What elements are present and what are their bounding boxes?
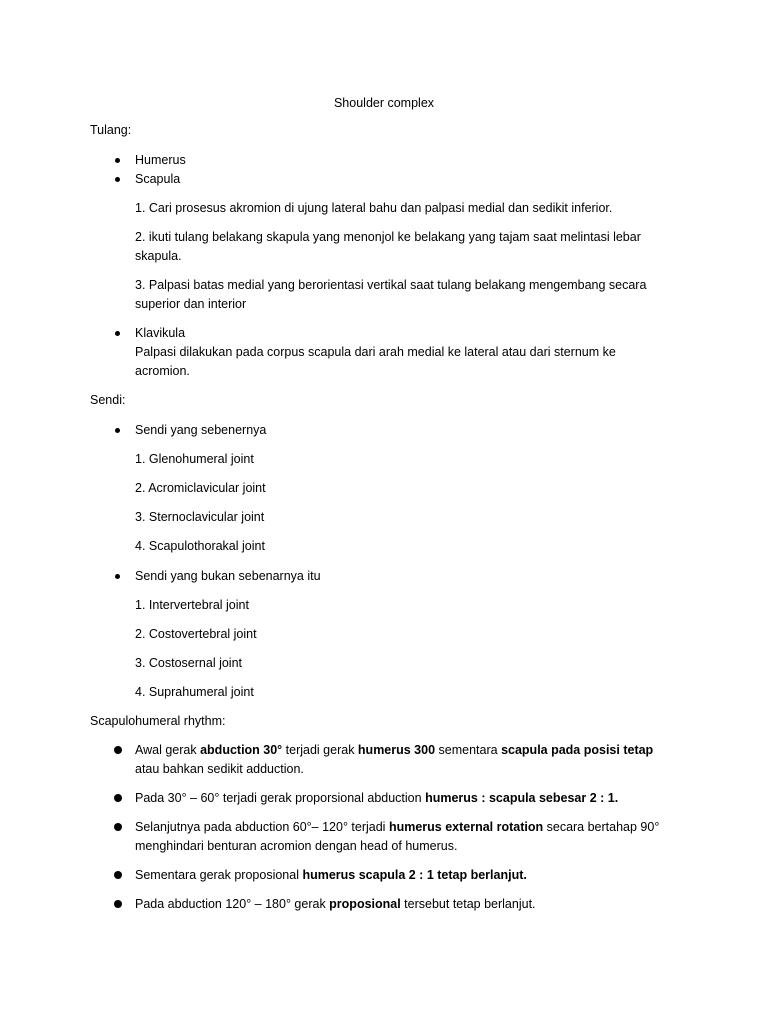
joint-item: 4. Suprahumeral joint	[135, 685, 254, 699]
list-item: Scapula	[135, 172, 181, 186]
rhythm-item-2: Pada 30° – 60° terjadi gerak proporsional abduction humerus : scapula sebesar 2 : 1.	[135, 791, 619, 805]
list-item: Sendi yang bukan sebenarnya itu	[135, 569, 321, 583]
klavikula-text: Palpasi dilakukan pada corpus scapula dari arah medial ke lateral atau dari sternum ke acromion.	[135, 345, 616, 378]
scapula-step-1: 1. Cari prosesus akromion di ujung lateral bahu dan palpasi medial dan sedikit inferior.	[135, 201, 613, 215]
rhythm-item-5: Pada abduction 120° – 180° gerak proposional tersebut tetap berlanjut.	[135, 897, 536, 911]
rhythm-item-1: Awal gerak abduction 30° terjadi gerak humerus 300 sementara scapula pada posisi tetap atau bahkan sedikit adduction.	[135, 743, 654, 776]
bullet-icon	[114, 871, 122, 879]
rhythm-item-3: Selanjutnya pada abduction 60°– 120° terjadi humerus external rotation secara bertahap 90° menghindari benturan acromion dengan head of humerus.	[135, 820, 660, 853]
scapula-step-2: 2. ikuti tulang belakang skapula yang menonjol ke belakang yang tajam saat melintasi lebar skapula.	[135, 230, 641, 263]
joint-item: 3. Sternoclavicular joint	[135, 510, 265, 524]
scapula-step-3: 3. Palpasi batas medial yang berorientasi vertikal saat tulang belakang mengembang secara superior dan interior	[135, 278, 647, 311]
bullet-icon	[115, 574, 120, 579]
joint-item: 4. Scapulothorakal joint	[135, 539, 265, 553]
section-heading-sendi: Sendi:	[90, 393, 126, 407]
bullet-icon	[115, 428, 120, 433]
joint-item: 2. Costovertebral joint	[135, 627, 257, 641]
joint-item: 2. Acromiclavicular joint	[135, 481, 266, 495]
list-item: Humerus	[135, 153, 186, 167]
joint-item: 1. Intervertebral joint	[135, 598, 249, 612]
bullet-icon	[114, 746, 122, 754]
bullet-icon	[114, 794, 122, 802]
section-heading-tulang: Tulang:	[90, 123, 132, 137]
page-title: Shoulder complex	[333, 96, 435, 110]
bullet-icon	[114, 900, 122, 908]
list-item: Sendi yang sebenernya	[135, 423, 267, 437]
bullet-icon	[115, 177, 120, 182]
section-heading-rhythm: Scapulohumeral rhythm:	[90, 714, 226, 728]
bullet-icon	[115, 331, 120, 336]
bullet-icon	[114, 823, 122, 831]
bullet-icon	[115, 158, 120, 163]
joint-item: 1. Glenohumeral joint	[135, 452, 254, 466]
rhythm-item-4: Sementara gerak proposional humerus scapula 2 : 1 tetap berlanjut.	[135, 868, 527, 882]
joint-item: 3. Costosernal joint	[135, 656, 243, 670]
list-item-klavikula: Klavikula	[135, 326, 186, 340]
